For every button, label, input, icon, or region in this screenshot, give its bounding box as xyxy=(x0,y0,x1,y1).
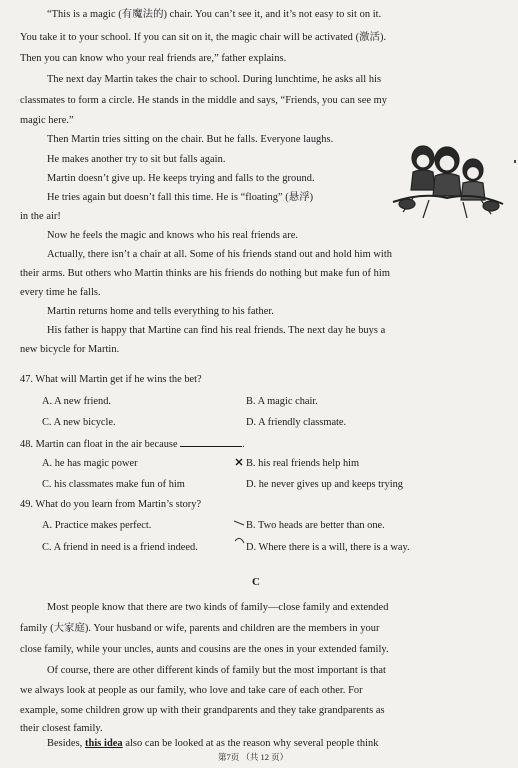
option-47-c[interactable]: C. A new bicycle. xyxy=(42,417,116,428)
option-49-c[interactable]: C. A friend in need is a friend indeed. xyxy=(42,542,198,553)
option-49-b[interactable]: B. Two heads are better than one. xyxy=(246,520,385,531)
section-heading: C xyxy=(252,576,260,588)
underlined-phrase: this idea xyxy=(84,738,123,749)
passage-line: every time he falls. xyxy=(20,287,101,298)
passage-line: Now he feels the magic and knows who his real friends are. xyxy=(47,230,299,241)
passage-line: classmates to form a circle. He stands in the middle and says, “Friends, you can see my xyxy=(20,95,388,106)
passage-line: He makes another try to sit but falls again. xyxy=(47,154,226,165)
passage-line: close family, while your uncles, aunts and cousins are the ones in your extended family. xyxy=(20,644,389,655)
passage-line: His father is happy that Martine can find his real friends. The next day he buys a xyxy=(47,325,386,336)
passage-line: example, some children grow up with their grandparents and they take grandparents as xyxy=(20,705,385,716)
passage-line: family (大家庭). Your husband or wife, parents and children are the members in your xyxy=(20,623,380,634)
pencil-marks xyxy=(232,455,246,563)
passage-line: Then Martin tries sitting on the chair. But he falls. Everyone laughs. xyxy=(47,134,334,145)
passage-line: Martin doesn’t give up. He keeps trying and falls to the ground. xyxy=(47,173,315,184)
option-49-a[interactable]: A. Practice makes perfect. xyxy=(42,520,152,531)
passage-line: Of course, there are other different kinds of family but the most important is that xyxy=(47,665,386,676)
page-number: 第7页 （共 12 页） xyxy=(218,752,289,762)
passage-line: Actually, there isn’t a chair at all. Some of his friends stand out and hold him with xyxy=(47,249,393,260)
passage-line: He tries again but doesn’t fall this time. He is “floating” (悬浮) xyxy=(47,192,314,203)
passage-line: Martin returns home and tells everything to his father. xyxy=(47,306,274,317)
passage-line: we always look at people as our family, who love and take care of each other. For xyxy=(20,685,363,696)
scan-mark xyxy=(514,160,516,163)
option-47-a[interactable]: A. A new friend. xyxy=(42,396,111,407)
passage-line: Besides, this idea also can be looked at as the reason why several people think xyxy=(47,738,379,749)
option-48-d[interactable]: D. he never gives up and keeps trying xyxy=(246,479,403,490)
question-stem: 48. Martin can float in the air because . xyxy=(20,436,245,452)
question-stem: 47. What will Martin get if he wins the bet? xyxy=(20,374,202,385)
passage-line: The next day Martin takes the chair to school. During lunchtime, he asks all his xyxy=(47,74,382,85)
passage-line: magic here.” xyxy=(20,115,74,126)
passage-line: Then you can know who your real friends are,” father explains. xyxy=(20,53,287,64)
option-47-d[interactable]: D. A friendly classmate. xyxy=(246,417,347,428)
passage-line: “This is a magic (有魔法的) chair. You can’t see it, and it’s not easy to sit on it. xyxy=(47,9,382,20)
answer-blank[interactable] xyxy=(180,436,242,447)
passage-line: You take it to your school. If you can sit on it, the magic chair will be activated (激活). xyxy=(20,32,387,43)
option-48-a[interactable]: A. he has magic power xyxy=(42,458,138,469)
children-illustration xyxy=(383,140,511,222)
passage-line: their closest family. xyxy=(20,723,103,734)
question-stem: 49. What do you learn from Martin’s story? xyxy=(20,499,202,510)
option-49-d[interactable]: D. Where there is a will, there is a way. xyxy=(246,542,410,553)
passage-line: Most people know that there are two kinds of family—close family and extended xyxy=(47,602,389,613)
passage-line: in the air! xyxy=(20,211,61,222)
option-48-b[interactable]: B. his real friends help him xyxy=(246,458,360,469)
passage-line: new bicycle for Martin. xyxy=(20,344,120,355)
option-48-c[interactable]: C. his classmates make fun of him xyxy=(42,479,185,490)
passage-line: their arms. But others who Martin thinks are his friends do nothing but make fun of him xyxy=(20,268,390,279)
option-47-b[interactable]: B. A magic chair. xyxy=(246,396,318,407)
